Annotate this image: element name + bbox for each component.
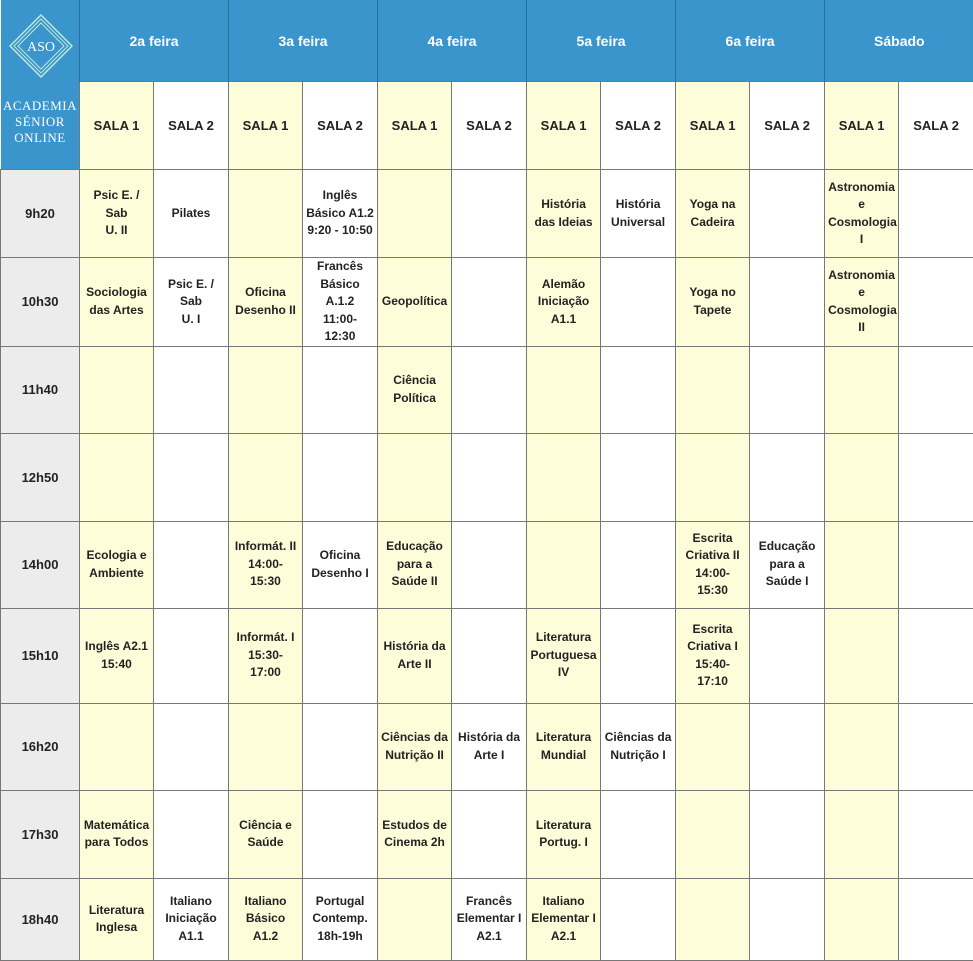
class-cell — [601, 703, 676, 790]
class-cell — [229, 258, 303, 347]
day-header-saturday: Sábado — [825, 0, 973, 82]
class-name: Psic E. / Sab U. I — [167, 276, 215, 326]
class-cell — [750, 878, 825, 960]
class-cell — [899, 170, 973, 258]
day-header-monday: 2a feira — [80, 0, 229, 82]
class-cell — [899, 433, 973, 521]
class-cell — [601, 878, 676, 960]
class-name: Francês Elementar I A2.1 — [456, 893, 522, 943]
class-name: Educação para a Saúde I — [758, 539, 816, 589]
class-name: Geopolítica — [381, 294, 448, 308]
class-name: História da Arte II — [383, 639, 446, 671]
schedule-row — [1, 790, 973, 878]
room-header: SALA 1 — [80, 82, 154, 170]
class-cell — [601, 170, 676, 258]
class-cell — [452, 346, 527, 433]
class-name: Informát. I 15:30- 17:00 — [236, 630, 295, 680]
class-cell — [601, 521, 676, 608]
class-cell — [303, 170, 378, 258]
class-cell — [825, 878, 899, 960]
class-cell — [452, 170, 527, 258]
room-header: SALA 2 — [452, 82, 527, 170]
class-name: Oficina Desenho II — [235, 285, 296, 317]
class-cell — [452, 703, 527, 790]
class-cell — [154, 878, 229, 960]
class-cell — [303, 878, 378, 960]
class-name: Escrita Criativa II 14:00- 15:30 — [685, 530, 740, 597]
class-cell — [676, 790, 750, 878]
class-cell — [378, 790, 452, 878]
time-slot: 18h40 — [1, 878, 80, 960]
schedule-row — [1, 608, 973, 703]
class-cell — [601, 433, 676, 521]
class-cell — [378, 878, 452, 960]
room-header: SALA 2 — [899, 82, 973, 170]
class-name: Astronomia e Cosmologia II — [828, 267, 897, 335]
class-name: Ciências da Nutrição II — [381, 730, 448, 762]
class-cell — [825, 346, 899, 433]
class-cell — [676, 433, 750, 521]
logo-mark-text: ASO — [26, 40, 55, 55]
class-name: História da Arte I — [458, 730, 521, 762]
class-cell — [825, 790, 899, 878]
day-header-tuesday: 3a feira — [229, 0, 378, 82]
class-cell — [154, 346, 229, 433]
room-header: SALA 1 — [378, 82, 452, 170]
time-slot: 14h00 — [1, 521, 80, 608]
class-cell — [676, 608, 750, 703]
class-name: História Universal — [611, 197, 666, 229]
class-cell — [80, 878, 154, 960]
class-name: Escrita Criativa I 15:40- 17:10 — [687, 621, 738, 688]
room-header: SALA 2 — [750, 82, 825, 170]
class-cell — [378, 608, 452, 703]
class-name: Literatura Portug. I — [535, 817, 592, 849]
class-name: Ciência e Saúde — [239, 817, 292, 849]
room-header: SALA 2 — [154, 82, 229, 170]
class-cell — [750, 608, 825, 703]
class-cell — [899, 521, 973, 608]
class-cell — [229, 433, 303, 521]
room-header: SALA 2 — [601, 82, 676, 170]
class-cell — [825, 608, 899, 703]
class-cell — [750, 170, 825, 258]
class-name: Matemática para Todos — [83, 817, 150, 849]
class-cell — [601, 790, 676, 878]
class-cell — [154, 521, 229, 608]
class-cell — [527, 258, 601, 347]
class-cell — [750, 258, 825, 347]
class-name: Psic E. / Sab U. II — [93, 188, 140, 238]
class-cell — [80, 608, 154, 703]
class-name: Literatura Inglesa — [88, 902, 145, 934]
class-cell — [229, 790, 303, 878]
class-name: Inglês A2.1 15:40 — [85, 639, 148, 671]
day-header-thursday: 5a feira — [527, 0, 676, 82]
class-name: Ecologia e Ambiente — [86, 548, 147, 580]
class-name: Italiano Básico A1.2 — [244, 893, 287, 943]
time-slot: 15h10 — [1, 608, 80, 703]
class-cell — [527, 703, 601, 790]
class-cell — [229, 878, 303, 960]
class-cell — [154, 258, 229, 347]
class-cell — [899, 703, 973, 790]
schedule-row — [1, 258, 973, 347]
class-cell — [452, 521, 527, 608]
room-header: SALA 1 — [527, 82, 601, 170]
class-cell — [452, 258, 527, 347]
class-cell — [825, 433, 899, 521]
class-cell — [452, 790, 527, 878]
class-cell — [229, 170, 303, 258]
time-slot: 17h30 — [1, 790, 80, 878]
logo-name-line: ACADEMIA — [2, 98, 78, 113]
class-name: Informát. II 14:00- 15:30 — [234, 539, 297, 589]
class-cell — [378, 703, 452, 790]
room-header: SALA 1 — [676, 82, 750, 170]
class-cell — [229, 608, 303, 703]
class-cell — [80, 346, 154, 433]
class-cell — [825, 521, 899, 608]
class-cell — [899, 346, 973, 433]
class-cell — [452, 608, 527, 703]
class-cell — [80, 790, 154, 878]
schedule-row — [1, 703, 973, 790]
class-cell — [154, 433, 229, 521]
class-cell — [80, 170, 154, 258]
class-cell — [750, 790, 825, 878]
class-name: Astronomia e Cosmologia I — [828, 179, 897, 246]
class-cell — [825, 258, 899, 347]
class-name: Educação para a Saúde II — [386, 539, 443, 589]
day-header-friday: 6a feira — [676, 0, 825, 82]
class-cell — [378, 346, 452, 433]
room-header: SALA 1 — [825, 82, 899, 170]
class-cell — [899, 790, 973, 878]
class-name: Oficina Desenho I — [311, 548, 369, 580]
class-cell — [229, 703, 303, 790]
class-name: Francês Básico A.1.2 11:00- 12:30 — [317, 259, 364, 343]
class-name: História das Ideias — [534, 197, 593, 229]
class-name: Alemão Iniciação A1.1 — [537, 276, 590, 326]
class-name: Ciências da Nutrição I — [604, 730, 672, 762]
class-cell — [601, 608, 676, 703]
class-cell — [80, 258, 154, 347]
class-cell — [676, 703, 750, 790]
class-name: Yoga no Tapete — [689, 285, 736, 317]
class-cell — [750, 703, 825, 790]
class-cell — [527, 608, 601, 703]
logo-name — [1, 98, 80, 146]
class-cell — [676, 521, 750, 608]
class-cell — [452, 433, 527, 521]
class-name: Literatura Portuguesa IV — [530, 630, 597, 680]
room-header: SALA 1 — [229, 82, 303, 170]
class-cell — [80, 433, 154, 521]
class-name: Estudos de Cinema 2h — [382, 817, 447, 849]
class-cell — [899, 608, 973, 703]
class-cell — [899, 258, 973, 347]
class-cell — [154, 790, 229, 878]
class-cell — [303, 258, 378, 347]
class-cell — [303, 433, 378, 521]
class-name: Italiano Elementar I A2.1 — [531, 893, 596, 943]
class-name: Sociologia das Artes — [86, 285, 147, 317]
class-cell — [527, 433, 601, 521]
class-cell — [527, 878, 601, 960]
time-slot: 10h30 — [1, 258, 80, 347]
class-cell — [601, 258, 676, 347]
class-name: Pilates — [171, 205, 211, 220]
class-cell — [378, 258, 452, 347]
class-cell — [825, 170, 899, 258]
class-cell — [825, 703, 899, 790]
aso-logo-icon — [9, 14, 73, 78]
class-cell — [452, 878, 527, 960]
class-cell — [154, 170, 229, 258]
class-cell — [601, 346, 676, 433]
time-slot: 12h50 — [1, 433, 80, 521]
class-cell — [527, 790, 601, 878]
class-cell — [80, 521, 154, 608]
time-slot: 16h20 — [1, 703, 80, 790]
class-cell — [527, 170, 601, 258]
schedule-row — [1, 521, 973, 608]
class-name: Yoga na Cadeira — [689, 197, 736, 229]
class-cell — [303, 790, 378, 878]
logo-name-line: ONLINE — [14, 130, 66, 145]
class-cell — [303, 346, 378, 433]
class-cell — [154, 703, 229, 790]
class-cell — [154, 608, 229, 703]
class-cell — [676, 878, 750, 960]
class-cell — [378, 433, 452, 521]
class-name: Italiano Iniciação A1.1 — [165, 893, 217, 943]
class-cell — [750, 346, 825, 433]
rooms-header-row — [1, 82, 973, 170]
class-cell — [676, 258, 750, 347]
class-cell — [229, 346, 303, 433]
class-name: Inglês Básico A1.2 9:20 - 10:50 — [306, 188, 374, 238]
class-cell — [303, 703, 378, 790]
schedule-row — [1, 433, 973, 521]
class-cell — [527, 521, 601, 608]
class-cell — [676, 170, 750, 258]
schedule-row — [1, 170, 973, 258]
schedule-row — [1, 878, 973, 960]
class-cell — [229, 521, 303, 608]
class-cell — [899, 878, 973, 960]
class-cell — [80, 703, 154, 790]
class-name: Portugal Contemp. 18h-19h — [312, 893, 368, 943]
class-cell — [527, 346, 601, 433]
class-cell — [378, 170, 452, 258]
class-cell — [303, 521, 378, 608]
schedule-row — [1, 346, 973, 433]
room-header: SALA 2 — [303, 82, 378, 170]
class-cell — [303, 608, 378, 703]
day-header-wednesday: 4a feira — [378, 0, 527, 82]
class-cell — [676, 346, 750, 433]
class-cell — [378, 521, 452, 608]
days-header-row — [1, 0, 973, 82]
logo-name-line: SÉNIOR — [15, 114, 65, 129]
logo — [1, 0, 80, 170]
class-cell — [750, 433, 825, 521]
time-slot: 9h20 — [1, 170, 80, 258]
class-name: Literatura Mundial — [535, 730, 592, 762]
class-name: Ciência Política — [393, 373, 436, 405]
class-cell — [750, 521, 825, 608]
time-slot: 11h40 — [1, 346, 80, 433]
